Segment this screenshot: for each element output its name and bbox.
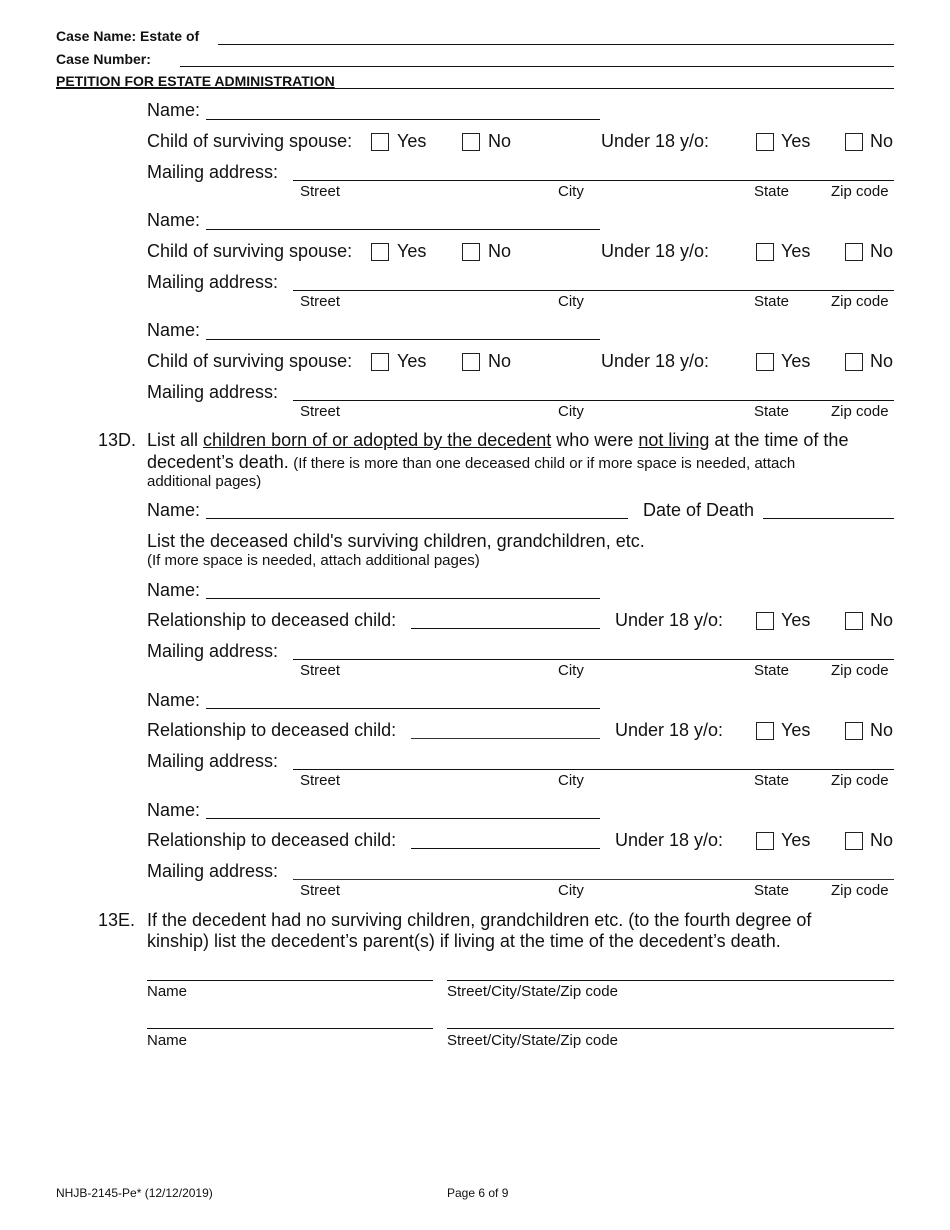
child-2-under18-yes-checkbox[interactable] (756, 243, 774, 261)
grandchild-3-name-field[interactable] (206, 818, 600, 819)
city-caption: City (558, 403, 584, 420)
section-13e-number: 13E. (98, 910, 136, 930)
grandchild-2-name-field[interactable] (206, 708, 600, 709)
name-label: Name: (147, 500, 201, 520)
yes-label: Yes (397, 351, 427, 371)
child-of-spouse-label: Child of surviving spouse: (147, 241, 353, 261)
under18-label: Under 18 y/o: (601, 351, 710, 371)
city-caption: City (558, 772, 584, 789)
child-3-under18-yes-checkbox[interactable] (756, 353, 774, 371)
section-13d-intro: List all children born of or adopted by the decedent who were not living at the time of the (147, 430, 849, 450)
no-label: No (870, 351, 894, 371)
mailing-address-label: Mailing address: (147, 751, 279, 771)
state-caption: State (754, 662, 790, 679)
name-label: Name: (147, 100, 201, 120)
descendants-note: (If more space is needed, attach additional pages) (147, 552, 480, 569)
child-2-spouse-no-checkbox[interactable] (462, 243, 480, 261)
grandchild-2-relationship-field[interactable] (411, 738, 600, 739)
case-name-field[interactable] (218, 44, 894, 45)
city-caption: City (558, 183, 584, 200)
name-label: Name: (147, 800, 201, 820)
child-1-under18-yes-checkbox[interactable] (756, 133, 774, 151)
section-13d-note-cont: additional pages) (147, 473, 262, 490)
name-label: Name: (147, 580, 201, 600)
state-caption: State (754, 183, 790, 200)
grandchild-1-relationship-field[interactable] (411, 628, 600, 629)
child-1-name-field[interactable] (206, 119, 600, 120)
address-caption: Street/City/State/Zip code (447, 1032, 618, 1049)
parent-1-address-field[interactable] (447, 980, 894, 981)
section-13e-line2: kinship) list the decedent’s parent(s) if living at the time of the decedent’s death. (147, 931, 781, 951)
zip-caption: Zip code (831, 772, 889, 789)
child-2-spouse-yes-checkbox[interactable] (371, 243, 389, 261)
state-caption: State (754, 293, 790, 310)
state-caption: State (754, 403, 790, 420)
mailing-address-label: Mailing address: (147, 861, 279, 881)
yes-label: Yes (781, 720, 811, 740)
under18-label: Under 18 y/o: (601, 131, 710, 151)
state-caption: State (754, 772, 790, 789)
address-caption: Street/City/State/Zip code (447, 983, 618, 1000)
state-caption: State (754, 882, 790, 899)
yes-label: Yes (781, 610, 811, 630)
name-label: Name: (147, 210, 201, 230)
parent-2-address-field[interactable] (447, 1028, 894, 1029)
yes-label: Yes (781, 351, 811, 371)
title-rule (56, 88, 894, 89)
child-2-address-field[interactable] (293, 290, 894, 291)
zip-caption: Zip code (831, 403, 889, 420)
child-3-under18-no-checkbox[interactable] (845, 353, 863, 371)
zip-caption: Zip code (831, 293, 889, 310)
name-label: Name: (147, 690, 201, 710)
child-1-spouse-no-checkbox[interactable] (462, 133, 480, 151)
date-of-death-label: Date of Death (643, 500, 755, 520)
case-number-field[interactable] (180, 66, 894, 67)
no-label: No (488, 241, 512, 261)
form-title: PETITION FOR ESTATE ADMINISTRATION (56, 73, 335, 89)
zip-caption: Zip code (831, 662, 889, 679)
grandchild-3-relationship-field[interactable] (411, 848, 600, 849)
form-id: NHJB-2145-Pe* (12/12/2019) (56, 1186, 213, 1200)
street-caption: Street (300, 882, 341, 899)
child-3-spouse-yes-checkbox[interactable] (371, 353, 389, 371)
grandchild-2-address-field[interactable] (293, 769, 894, 770)
no-label: No (870, 830, 894, 850)
no-label: No (488, 131, 512, 151)
child-3-name-field[interactable] (206, 339, 600, 340)
street-caption: Street (300, 772, 341, 789)
case-name-label: Case Name: Estate of (56, 28, 200, 44)
yes-label: Yes (781, 131, 811, 151)
section-13d-intro-line2: decedent’s death. (If there is more than one deceased child or if more space is needed, attach (147, 452, 796, 472)
grandchild-3-address-field[interactable] (293, 879, 894, 880)
under18-label: Under 18 y/o: (615, 830, 724, 850)
child-1-spouse-yes-checkbox[interactable] (371, 133, 389, 151)
child-2-name-field[interactable] (206, 229, 600, 230)
no-label: No (870, 241, 894, 261)
name-label: Name: (147, 320, 201, 340)
page-number: Page 6 of 9 (447, 1186, 509, 1200)
child-2-under18-no-checkbox[interactable] (845, 243, 863, 261)
city-caption: City (558, 293, 584, 310)
date-of-death-field[interactable] (763, 518, 894, 519)
grandchild-1-under18-yes-checkbox[interactable] (756, 612, 774, 630)
relationship-label: Relationship to deceased child: (147, 610, 397, 630)
under18-label: Under 18 y/o: (615, 610, 724, 630)
under18-label: Under 18 y/o: (601, 241, 710, 261)
yes-label: Yes (781, 830, 811, 850)
zip-caption: Zip code (831, 882, 889, 899)
child-1-under18-no-checkbox[interactable] (845, 133, 863, 151)
relationship-label: Relationship to deceased child: (147, 830, 397, 850)
case-number-label: Case Number: (56, 51, 151, 67)
yes-label: Yes (397, 241, 427, 261)
mailing-address-label: Mailing address: (147, 382, 279, 402)
name-caption: Name (147, 983, 188, 1000)
no-label: No (870, 131, 894, 151)
mailing-address-label: Mailing address: (147, 641, 279, 661)
grandchild-2-under18-yes-checkbox[interactable] (756, 722, 774, 740)
child-of-spouse-label: Child of surviving spouse: (147, 131, 353, 151)
grandchild-2-under18-no-checkbox[interactable] (845, 722, 863, 740)
street-caption: Street (300, 183, 341, 200)
no-label: No (870, 720, 894, 740)
deceased-child-name-field[interactable] (206, 518, 628, 519)
grandchild-3-under18-yes-checkbox[interactable] (756, 832, 774, 850)
grandchild-1-address-field[interactable] (293, 659, 894, 660)
child-1-address-field[interactable] (293, 180, 894, 181)
parent-1-name-field[interactable] (147, 980, 433, 981)
mailing-address-label: Mailing address: (147, 272, 279, 292)
no-label: No (488, 351, 512, 371)
mailing-address-label: Mailing address: (147, 162, 279, 182)
child-3-address-field[interactable] (293, 400, 894, 401)
city-caption: City (558, 662, 584, 679)
grandchild-1-under18-no-checkbox[interactable] (845, 612, 863, 630)
child-of-spouse-label: Child of surviving spouse: (147, 351, 353, 371)
street-caption: Street (300, 662, 341, 679)
street-caption: Street (300, 403, 341, 420)
grandchild-1-name-field[interactable] (206, 598, 600, 599)
street-caption: Street (300, 293, 341, 310)
yes-label: Yes (781, 241, 811, 261)
section-13e-line1: If the decedent had no surviving children, grandchildren etc. (to the fourth degree of (147, 910, 812, 930)
descendants-heading: List the deceased child's surviving children, grandchildren, etc. (147, 531, 645, 551)
section-13d-number: 13D. (98, 430, 137, 450)
city-caption: City (558, 882, 584, 899)
child-3-spouse-no-checkbox[interactable] (462, 353, 480, 371)
under18-label: Under 18 y/o: (615, 720, 724, 740)
relationship-label: Relationship to deceased child: (147, 720, 397, 740)
zip-caption: Zip code (831, 183, 889, 200)
parent-2-name-field[interactable] (147, 1028, 433, 1029)
name-caption: Name (147, 1032, 188, 1049)
yes-label: Yes (397, 131, 427, 151)
no-label: No (870, 610, 894, 630)
grandchild-3-under18-no-checkbox[interactable] (845, 832, 863, 850)
